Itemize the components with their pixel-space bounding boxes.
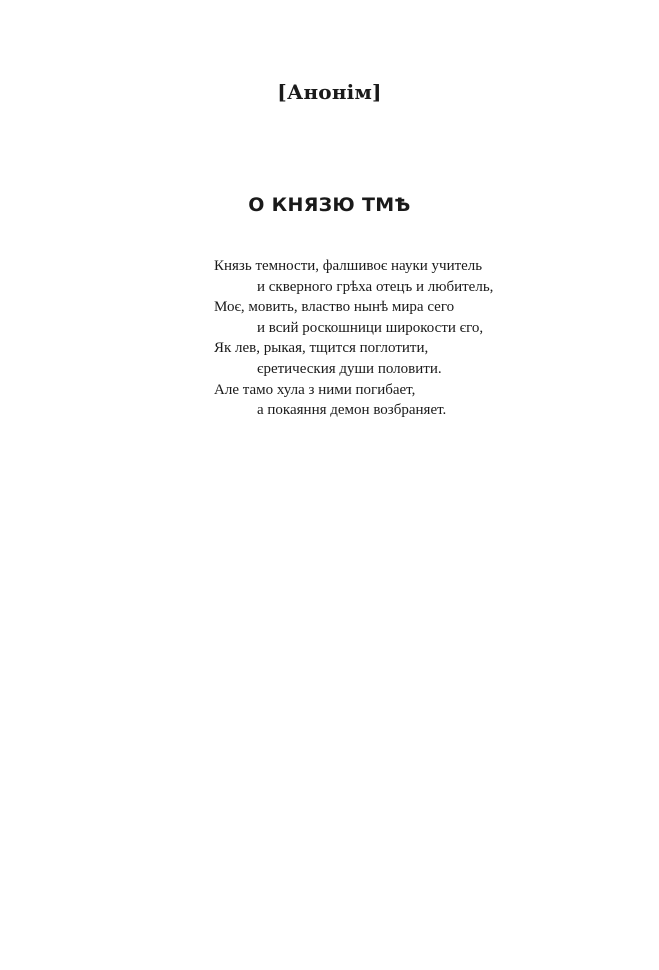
- poem-line: и скверного грѣха отецъ и любитель,: [257, 278, 494, 295]
- poem-line: и всий роскошници широкости єго,: [257, 319, 484, 336]
- poem-line: Моє, мовить, властво нынѣ мира сего: [214, 299, 455, 316]
- poem-line: Князь темности, фалшивоє науки учитель: [214, 258, 483, 274]
- poem-title: О КНЯЗЮ ТМѢ: [248, 194, 411, 216]
- poem-line: а покаяння демон возбраняет.: [257, 402, 447, 419]
- poem-line: Але тамо хула з ними погибает,: [214, 381, 416, 398]
- poem-body: [214, 256, 634, 421]
- poem-line: єретическия души половити.: [257, 360, 442, 377]
- author-heading: [Анонім]: [277, 80, 382, 104]
- poem-line: Як лев, рыкая, тщится поглотити,: [214, 340, 429, 357]
